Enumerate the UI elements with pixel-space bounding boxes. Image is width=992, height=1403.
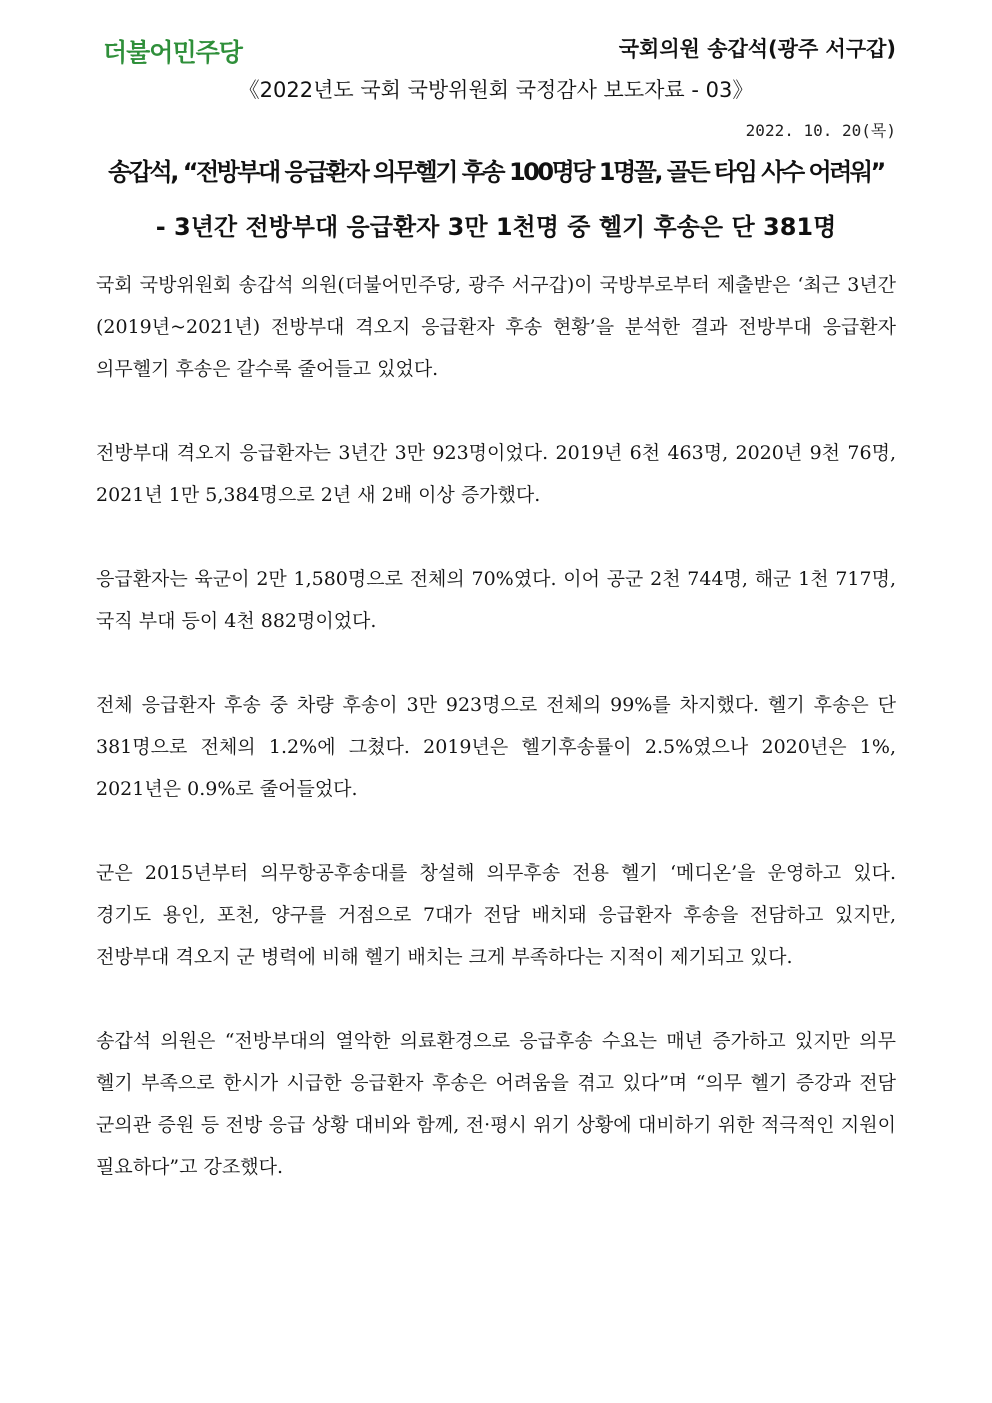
paragraph: 응급환자는 육군이 2만 1,580명으로 전체의 70%였다. 이어 공군 2천 744명, 해군 1천 717명, 국직 부대 등이 4천 882명이었다. [96,568,896,632]
member-name: 국회의원 송갑석(광주 서구갑) [618,37,896,61]
release-date: 2022. 10. 20(목) [745,121,896,140]
release-series-title: 《2022년도 국회 국방위원회 국정감사 보도자료 - 03》 [238,78,754,102]
body-text [96,264,896,1188]
party-logo: 더불어민주당 [103,38,242,67]
paragraph: 전방부대 격오지 응급환자는 3년간 3만 923명이었다. 2019년 6천 463명, 2020년 9천 76명, 2021년 1만 5,384명으로 2년 새 2배 이상 증가했다. [96,442,896,506]
paragraph: 송갑석 의원은 “전방부대의 열악한 의료환경으로 응급후송 수요는 매년 증가하고 있지만 의무 헬기 부족으로 한시가 시급한 응급환자 후송은 어려움을 겪고 있다”며 “의무 헬기 증강과 전담 군의관 증원 등 전방 응급 상황 대비와 함께, 전·평시 위기 상황에 대비하기 위한 적극적인 지원이 필요하다”고 강조했다. [96,1030,896,1178]
headline: 송갑석, “전방부대 응급환자 의무헬기 후송 100명당 1명꼴, 골든 타임 사수 어려워” [108,158,884,186]
paragraph: 전체 응급환자 후송 중 차량 후송이 3만 923명으로 전체의 99%를 차지했다. 헬기 후송은 단 381명으로 전체의 1.2%에 그쳤다. 2019년은 헬기후송률이 2.5%였으나 2020년은 1%, 2021년은 0.9%로 줄어들었다. [96,694,896,800]
paragraph: 국회 국방위원회 송갑석 의원(더불어민주당, 광주 서구갑)이 국방부로부터 제출받은 ‘최근 3년간(2019년~2021년) 전방부대 격오지 응급환자 후송 현황’을 분석한 결과 전방부대 응급환자 의무헬기 후송은 갈수록 줄어들고 있었다. [96,274,896,380]
paragraph: 군은 2015년부터 의무항공후송대를 창설해 의무후송 전용 헬기 ‘메디온’을 운영하고 있다. 경기도 용인, 포천, 양구를 거점으로 7대가 전담 배치돼 응급환자 후송을 전담하고 있지만, 전방부대 격오지 군 병력에 비해 헬기 배치는 크게 부족하다는 지적이 제기되고 있다. [96,862,896,968]
subheadline: - 3년간 전방부대 응급환자 3만 1천명 중 헬기 후송은 단 381명 [155,213,837,241]
